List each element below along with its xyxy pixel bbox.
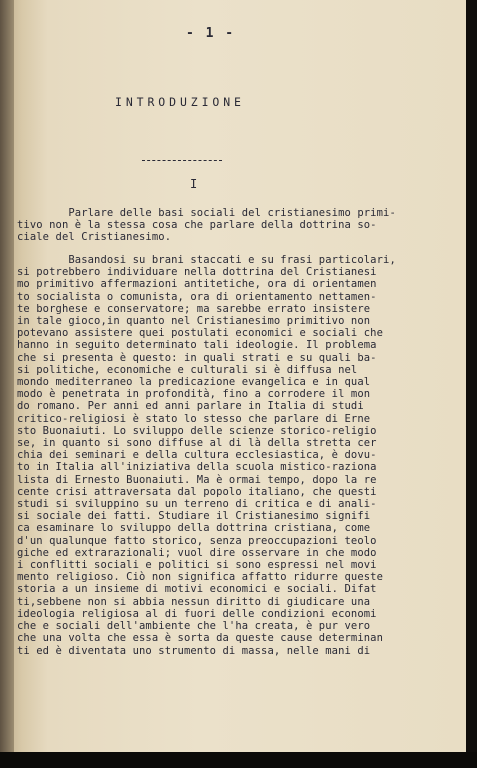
text-line: sto Buonaiuti. Lo sviluppo delle scienze storico-religio [17,424,377,437]
text-line: mo primitivo affermazioni antitetiche, ora di orientamen [17,278,377,291]
page-binding-edge [0,0,14,752]
text-line: d'un qualunque fatto storico, senza preoccupazioni teolo [17,534,377,547]
text-line: i conflitti sociali e politici si sono espressi nel movi [17,559,377,572]
text-line: si potrebbero individuare nella dottrina del Cristianesi [17,266,377,279]
text-line: se, in quanto si sono diffuse al di là della stretta cer [17,437,377,450]
text-line: to in Italia all'iniziativa della scuola mistico-raziona [17,461,377,474]
text-line: ti,sebbene non si abbia nessun diritto di giudicare una [17,595,371,608]
text-line: in tale gioco,in quanto nel Cristianesimo primitivo non [17,315,371,328]
text-line: potevano assistere quei postulati economici e sociali che [17,327,384,340]
text-line: Basandosi su brani staccati e su frasi particolari, [17,254,396,266]
text-line: lista di Ernesto Buonaiuti. Ma è ormai tempo, dopo la re [17,473,377,486]
text-line: storia a un insieme di motivi economici e sociali. Difat [17,583,377,596]
text-line: Parlare delle basi sociali del cristianesimo primi- [17,207,396,219]
scan-border-right [466,0,477,752]
text-line: ciale del Cristianesimo. [17,231,172,244]
text-line: tivo non è la stessa cosa che parlare della dottrina so- [17,219,377,232]
page-number: - 1 - [186,26,236,41]
text-line: ca esaminare lo sviluppo della dottrina cristiana, come [17,522,371,535]
text-line: modo è penetrata in profondità, fino a corrodere il mon [17,388,371,401]
text-line: giche ed extrarazionali; vuol dire osservare in che modo [17,546,377,559]
text-line: critico-religiosi è stato lo stesso che parlare di Erne [17,412,371,425]
page-title: INTRODUZIONE [115,95,245,109]
section-number: I [190,177,198,191]
paragraph [17,254,466,657]
text-line: ti ed è diventata uno strumento di massa, nelle mani di [17,644,371,657]
text-line: chia dei seminari e della cultura ecclesiastica, è dovu- [17,449,377,462]
paragraph [17,207,466,244]
text-line: si sociale dei fatti. Studiare il Cristianesimo signifi [17,510,371,523]
text-line: cente crisi attraversata dal popolo italiano, che questi [17,485,377,498]
text-line: mondo mediterraneo la predicazione evangelica e in qual [17,376,371,389]
text-line: studi si sviluppino su un terreno di critica e di anali- [17,498,377,511]
text-line: hanno in seguito determinato tali ideologie. Il problema [17,339,377,352]
text-line: che una volta che essa è sorta da queste cause determinan [17,632,384,645]
scan-border-bottom [0,752,477,768]
title-divider [142,160,222,161]
text-line: mento religioso. Ciò non significa affatto ridurre queste [17,571,384,584]
text-line: te borghese e conservatore; ma sarebbe errato insistere [17,302,371,315]
text-line: do romano. Per anni ed anni parlare in Italia di studi [17,400,364,413]
text-line: to socialista o comunista, ora di orientamento nettamen- [17,290,377,303]
text-line: che e sociali dell'ambiente che l'ha creata, è pur vero [17,620,371,633]
text-line: ideologia religiosa al di fuori delle condizioni economi [17,607,377,620]
text-line: che si presenta è questo: in quali strati e su quali ba- [17,351,377,364]
text-line: si politiche, economiche e culturali si è diffusa nel [17,363,358,376]
